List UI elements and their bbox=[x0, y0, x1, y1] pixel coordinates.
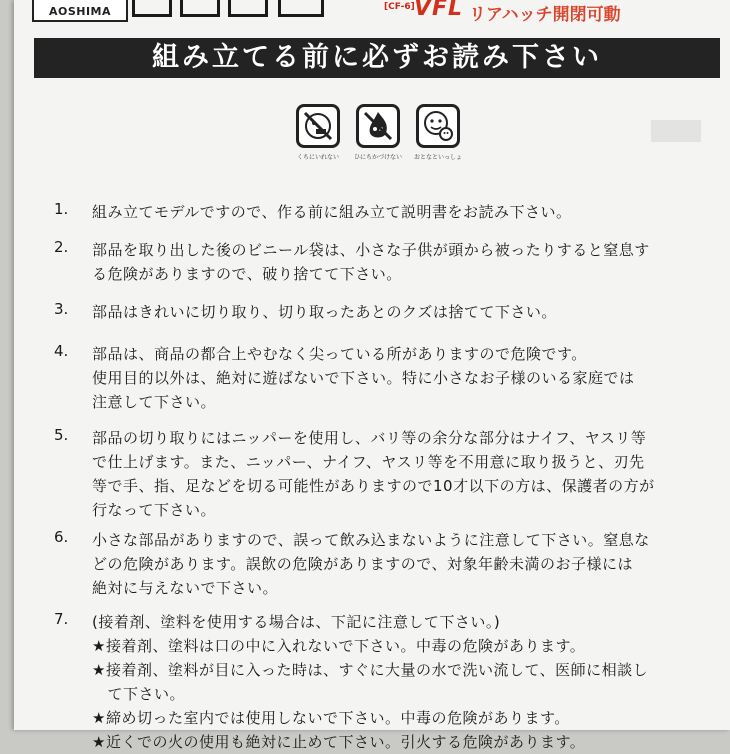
no-fire-icon bbox=[356, 104, 400, 148]
warning-caption: ひにちかづけない bbox=[353, 154, 402, 161]
item-line: 使用目的以外は、絶対に遊ばないで下さい。特に小さなお子様のいる家庭では bbox=[92, 369, 635, 387]
series-subtitle: リアハッチ開閉可動 bbox=[469, 5, 621, 25]
brand-name: AOSHIMA bbox=[48, 5, 112, 18]
item-number: 1. bbox=[54, 200, 69, 218]
item-text bbox=[92, 342, 692, 414]
item-line: て下さい。 bbox=[92, 685, 186, 703]
item-line: 等で手、指、足などを切る可能性がありますので10才以下の方は、保護者の方が bbox=[92, 477, 655, 495]
item-line: 部品を取り出した後のビニール袋は、小さな子供が頭から被ったりすると窒息す bbox=[92, 241, 650, 259]
item-text bbox=[92, 200, 692, 224]
item-line: 注意して下さい。 bbox=[92, 393, 217, 411]
adult-supervision-icon bbox=[416, 104, 460, 148]
item-number: 5. bbox=[54, 426, 69, 444]
no-eating-icon bbox=[296, 104, 340, 148]
item-line: 部品はきれいに切り取り、切り取ったあとのクズは捨てて下さい。 bbox=[92, 303, 557, 321]
heading-banner bbox=[34, 38, 720, 78]
product-logo bbox=[132, 0, 322, 16]
item-number: 3. bbox=[54, 300, 69, 318]
item-text bbox=[92, 300, 692, 324]
item-line: 絶対に与えないで下さい。 bbox=[92, 579, 279, 597]
item-line: 部品は、商品の都合上やむなく尖っている所がありますので危険です。 bbox=[92, 345, 587, 363]
item-line: 組み立てモデルですので、作る前に組み立て説明書をお読み下さい。 bbox=[92, 203, 572, 221]
item-number: 4. bbox=[54, 342, 69, 360]
page-title: 組み立てる前に必ずお読み下さい bbox=[152, 42, 602, 73]
series-code: [CF-6] bbox=[384, 2, 415, 12]
item-text bbox=[92, 610, 692, 754]
item-line: 行なって下さい。 bbox=[92, 501, 217, 519]
brand-logo bbox=[32, 0, 128, 22]
item-text bbox=[92, 238, 692, 286]
item-line: (接着剤、塗料を使用する場合は、下記に注意して下さい。) bbox=[92, 613, 501, 631]
item-text bbox=[92, 528, 692, 600]
item-text bbox=[92, 426, 692, 522]
item-line: 部品の切り取りにはニッパーを使用し、バリ等の余分な部分はナイフ、ヤスリ等 bbox=[92, 429, 647, 447]
item-line: る危険がありますので、破り捨てて下さい。 bbox=[92, 265, 402, 283]
item-number: 7. bbox=[54, 610, 69, 628]
item-number: 2. bbox=[54, 238, 69, 256]
item-line: ★接着剤、塗料は口の中に入れないで下さい。中毒の危険があります。 bbox=[92, 637, 586, 655]
warning-caption: くちにいれない bbox=[296, 154, 339, 161]
warning-icons bbox=[296, 104, 476, 166]
series-title: VFL bbox=[414, 0, 464, 21]
item-line: 小さな部品がありますので、誤って飲み込まないように注意して下さい。窒息な bbox=[92, 531, 650, 549]
item-line: ★締め切った室内では使用しないで下さい。中毒の危険があります。 bbox=[92, 709, 570, 727]
item-number: 6. bbox=[54, 528, 69, 546]
item-line: どの危険があります。誤飲の危険がありますので、対象年齢未満のお子様には bbox=[92, 555, 634, 573]
warning-caption: おとなといっしょ bbox=[413, 154, 462, 161]
item-line: ★接着剤、塗料が目に入った時は、すぐに大量の水で洗い流して、医師に相談し bbox=[92, 661, 649, 679]
item-line: で仕上げます。また、ニッパー、ナイフ、ヤスリ等を不用意に取り扱うと、刃先 bbox=[92, 453, 645, 471]
instruction-sheet bbox=[14, 0, 730, 751]
printed-mark bbox=[651, 120, 701, 142]
item-line: ★近くでの火の使用も絶対に止めて下さい。引火する危険があります。 bbox=[92, 733, 586, 751]
